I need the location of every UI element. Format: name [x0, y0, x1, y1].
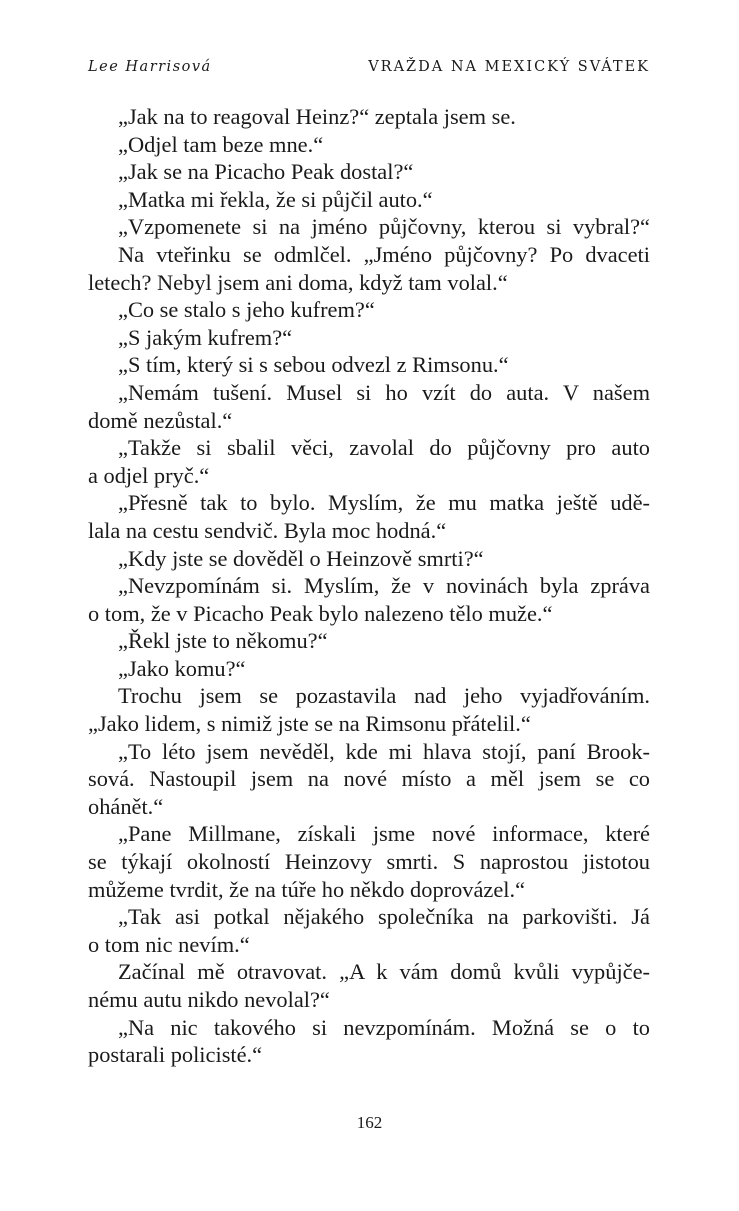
text-line: „Pane Millmane, získali jsme nové informace, které [118, 821, 650, 847]
text-line: „Odjel tam beze mne.“ [118, 131, 324, 157]
text-line: „Kdy jste se dověděl o Heinzově smrti?“ [118, 545, 484, 571]
text-line: nému autu nikdo nevolal?“ [88, 987, 330, 1012]
text-line: „Jako komu?“ [118, 655, 246, 681]
running-head-author: Lee Harrisová [88, 59, 212, 75]
text-line: „Nevzpomínám si. Myslím, že v novinách byla zpráva [118, 573, 650, 599]
text-line: o tom nic nevím.“ [88, 931, 250, 957]
body-text [88, 103, 650, 1069]
text-line: „Na nic takového si nevzpomínám. Možná se o to [118, 1014, 650, 1040]
text-line: Trochu jsem se pozastavila nad jeho vyjadřováním. [118, 683, 650, 709]
page-number: 162 [356, 1113, 383, 1132]
text-line: lala na cestu sendvič. Byla moc hodná.“ [88, 517, 447, 543]
text-line: „To léto jsem nevěděl, kde mi hlava stojí, paní Brook- [118, 738, 650, 764]
text-line: o tom, že v Picacho Peak bylo nalezeno tělo muže.“ [88, 600, 553, 626]
text-line: postarali policisté.“ [88, 1042, 263, 1068]
text-line: se týkají okolností Heinzovy smrti. S naprostou jistotou [88, 849, 650, 875]
text-line: „Vzpomenete si na jméno půjčovny, kterou si vybral?“ [118, 214, 650, 240]
text-line: „Přesně tak to bylo. Myslím, že mu matka ještě udě- [118, 490, 650, 516]
text-line: „Nemám tušení. Musel si ho vzít do auta. V našem [118, 379, 650, 405]
text-line: „Co se stalo s jeho kufrem?“ [118, 297, 375, 323]
running-head [88, 56, 650, 78]
text-line: „Jak na to reagoval Heinz?“ zeptala jsem se. [118, 104, 516, 129]
text-line: sová. Nastoupil jsem na nové místo a měl jsem se co [88, 766, 650, 792]
running-head-title: VRAŽDA NA MEXICKÝ SVÁTEK [368, 59, 650, 75]
text-line: Na vteřinku se odmlčel. „Jméno půjčovny? Po dvaceti [118, 241, 650, 267]
text-line: „Matka mi řekla, že si půjčil auto.“ [118, 186, 433, 212]
text-line: letech? Nebyl jsem ani doma, když tam volal.“ [88, 269, 508, 295]
text-line: „Jako lidem, s nimiž jste se na Rimsonu přátelil.“ [88, 711, 531, 737]
text-line: můžeme tvrdit, že na túře ho někdo doprovázel.“ [88, 876, 526, 902]
text-line: „Takže si sbalil věci, zavolal do půjčovny pro auto [118, 435, 650, 461]
text-line: „Tak asi potkal nějakého společníka na parkovišti. Já [118, 904, 650, 930]
text-line: „Jak se na Picacho Peak dostal?“ [118, 159, 414, 185]
text-line: „S tím, který si s sebou odvezl z Rimsonu.“ [118, 352, 509, 378]
text-line: „S jakým kufrem?“ [118, 324, 293, 350]
text-line: „Řekl jste to někomu?“ [118, 628, 328, 654]
text-line: ohánět.“ [88, 793, 164, 819]
text-line: a odjel pryč.“ [88, 462, 210, 488]
text-line: Začínal mě otravovat. „A k vám domů kvůli vypůjče- [118, 959, 650, 985]
text-line: domě nezůstal.“ [88, 407, 233, 433]
